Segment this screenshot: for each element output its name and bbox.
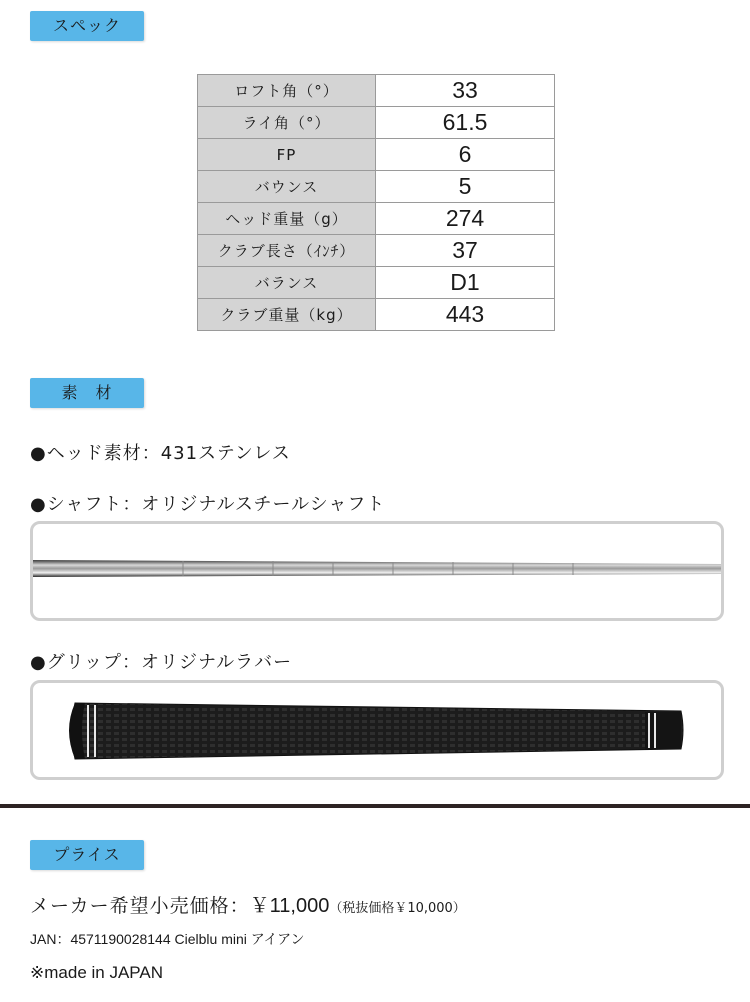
spec-value-club-length: 37: [376, 235, 555, 267]
spec-value-fp: 6: [376, 139, 555, 171]
spec-key-fp: FP: [198, 139, 376, 171]
material-section-tag: 素 材: [30, 378, 144, 408]
rubber-grip-image: [33, 683, 721, 777]
spec-value-club-weight: 443: [376, 299, 555, 331]
shaft-image-box: [30, 521, 724, 621]
spec-value-balance: D1: [376, 267, 555, 299]
price-amount: ￥11,000: [249, 895, 330, 917]
spec-key-bounce: バウンス: [198, 171, 376, 203]
head-material-text: ●ヘッド素材：431ステンレス: [30, 443, 291, 464]
table-row: [198, 235, 555, 267]
price-section-tag: プライス: [30, 840, 144, 870]
price-tax-note: （税抜価格￥10,000）: [329, 901, 466, 916]
price-label: メーカー希望小売価格：: [30, 895, 250, 917]
spec-value-loft: 33: [376, 75, 555, 107]
spec-value-bounce: 5: [376, 171, 555, 203]
spec-value-head-weight: 274: [376, 203, 555, 235]
grip-material-text: ●グリップ：オリジナルラバー: [30, 652, 293, 673]
table-row: [198, 171, 555, 203]
table-row: [198, 139, 555, 171]
table-row: [198, 75, 555, 107]
grip-image-box: [30, 680, 724, 780]
table-row: [198, 267, 555, 299]
spec-value-lie: 61.5: [376, 107, 555, 139]
spec-key-club-weight: クラブ重量（kg）: [198, 299, 376, 331]
table-row: [198, 299, 555, 331]
spec-key-head-weight: ヘッド重量（g）: [198, 203, 376, 235]
table-row: [198, 107, 555, 139]
jan-code: JAN：4571190028144 Cielblu mini アイアン: [30, 931, 305, 947]
spec-section-tag: スペック: [30, 11, 144, 41]
made-in-japan: ※made in JAPAN: [30, 963, 163, 982]
shaft-material-text: ●シャフト：オリジナルスチールシャフト: [30, 494, 386, 515]
steel-shaft-image: [33, 524, 721, 618]
spec-key-club-length: クラブ長さ（ｲﾝﾁ）: [198, 235, 376, 267]
spec-key-lie: ライ角（°）: [198, 107, 376, 139]
section-divider: [0, 804, 750, 808]
table-row: [198, 203, 555, 235]
spec-table: [197, 74, 555, 331]
retail-price: [30, 889, 466, 918]
spec-key-balance: バランス: [198, 267, 376, 299]
spec-key-loft: ロフト角（°）: [198, 75, 376, 107]
